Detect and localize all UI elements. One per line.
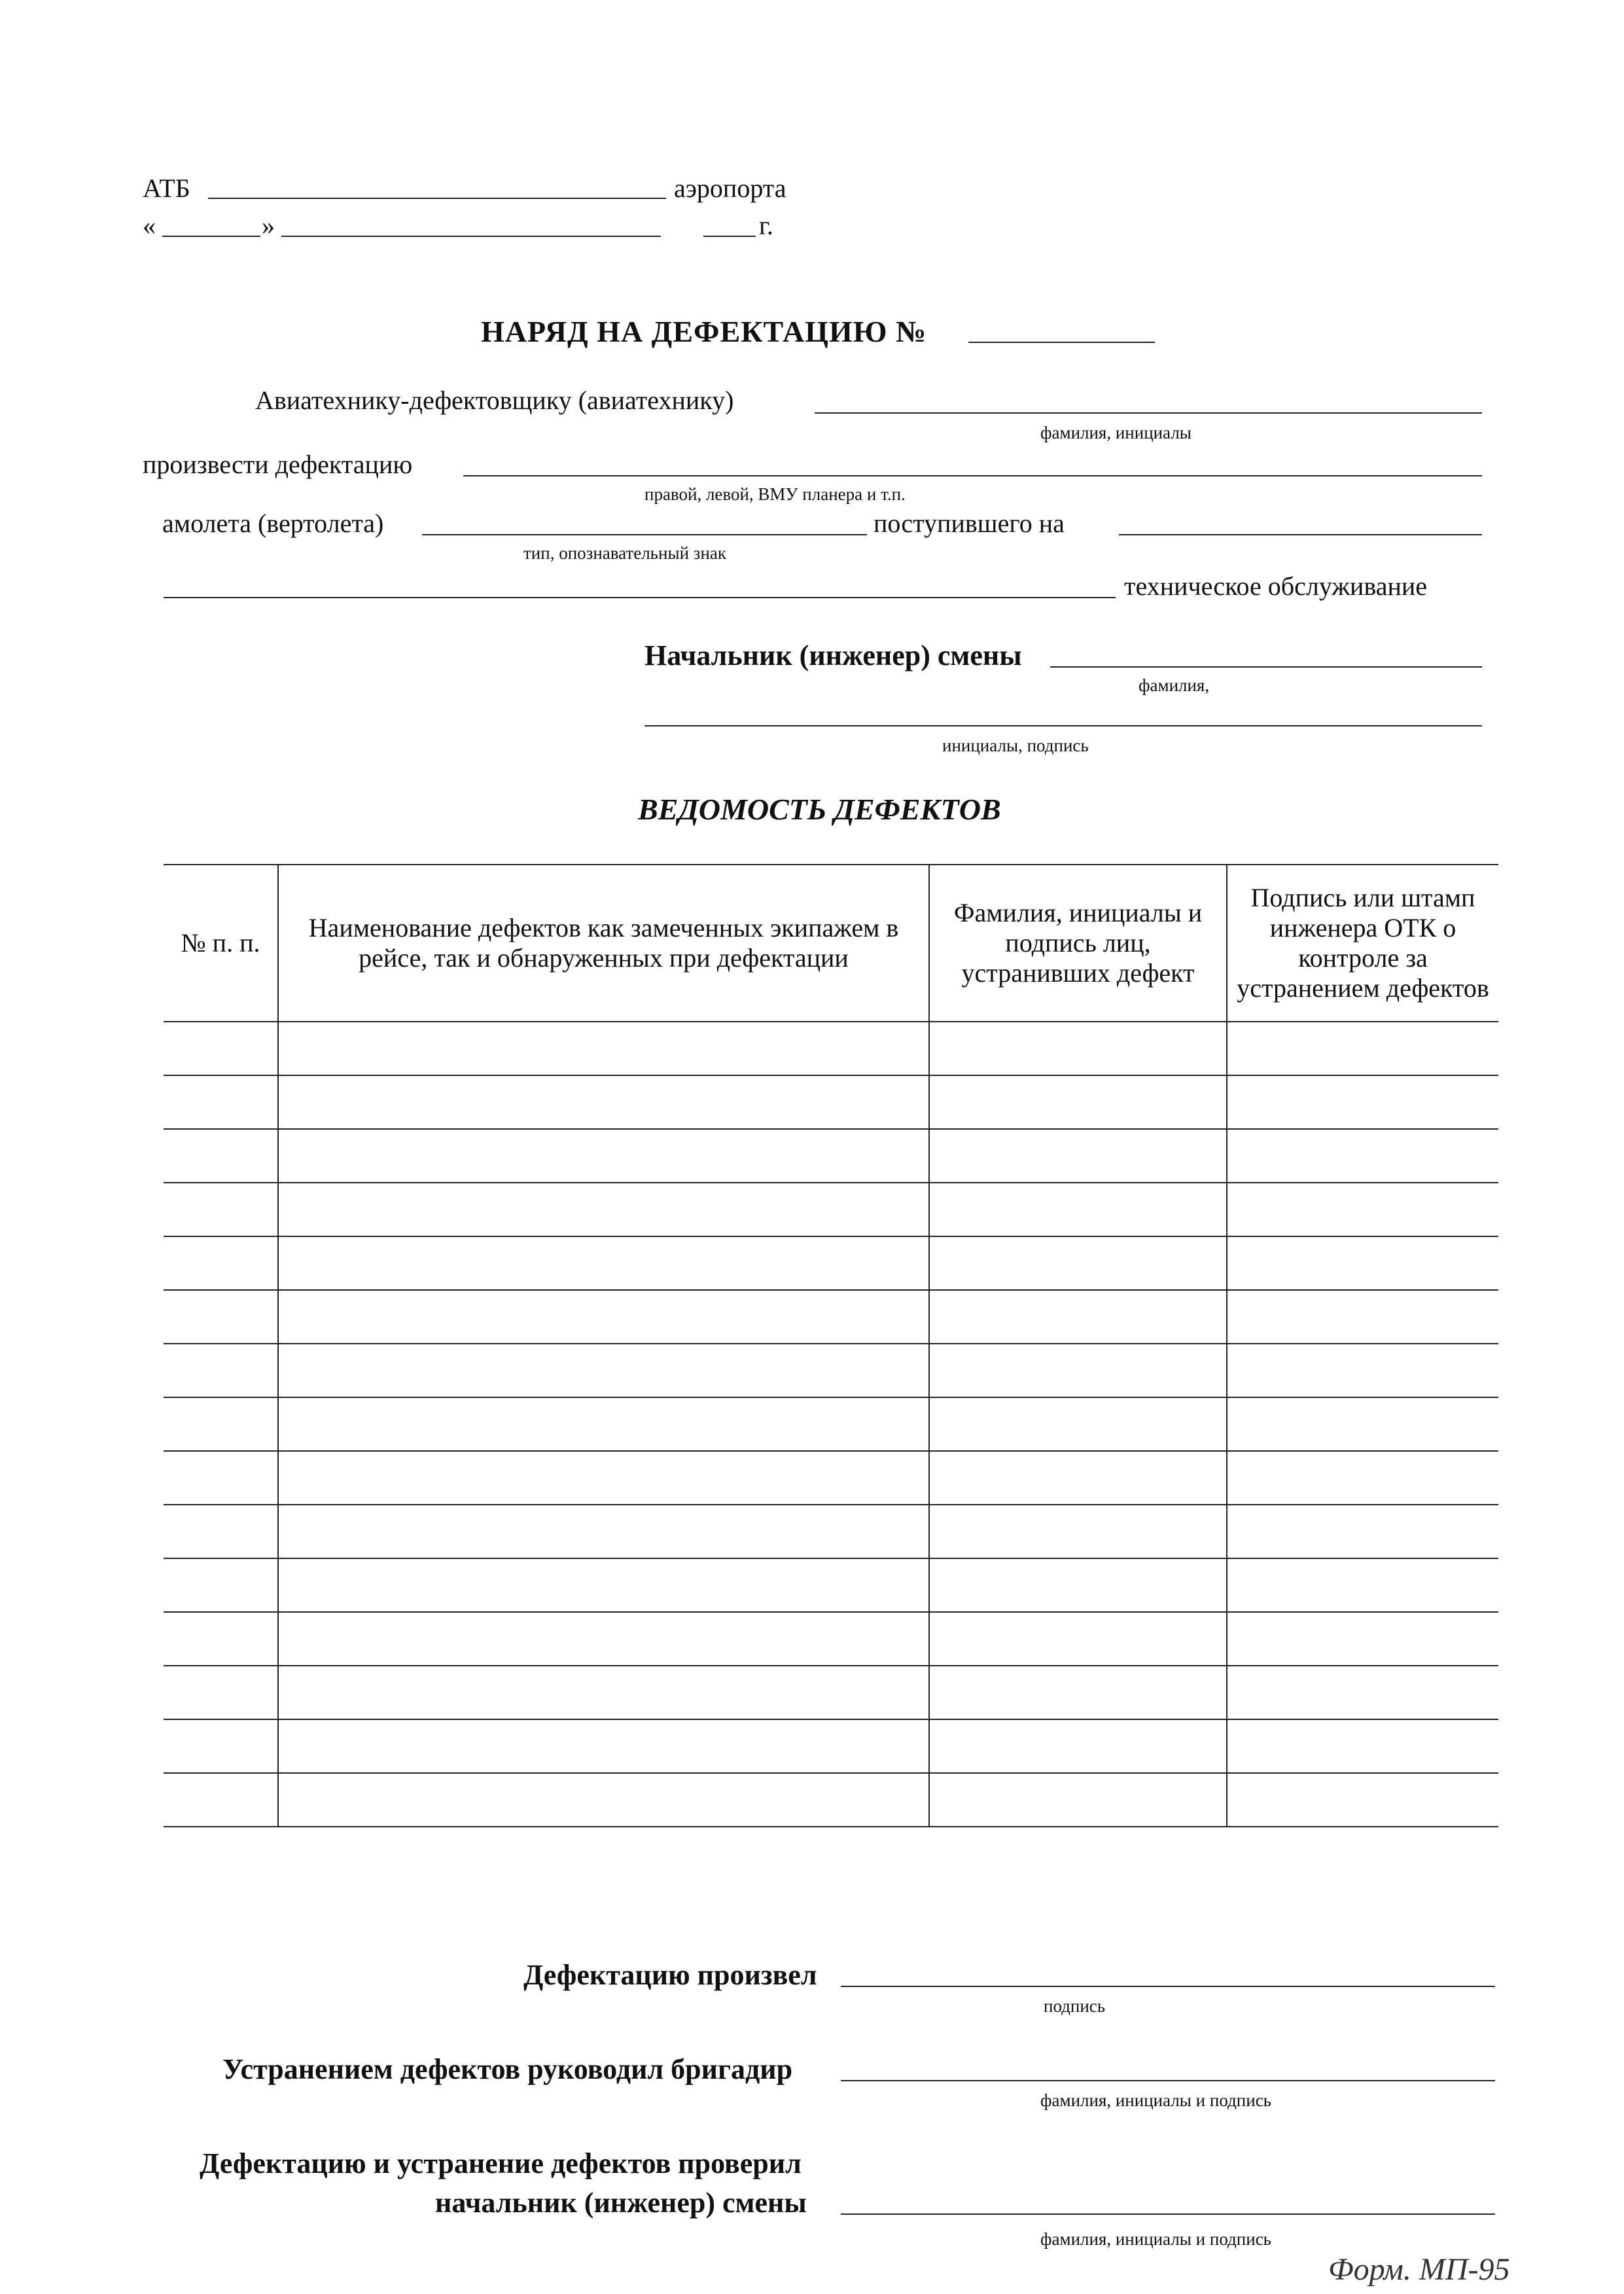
aircraft-field[interactable]	[422, 534, 867, 535]
table-row	[164, 1183, 1498, 1236]
cell-number[interactable]	[164, 1129, 278, 1183]
received-field[interactable]	[1119, 534, 1482, 535]
table-row	[164, 1666, 1498, 1719]
cell-qc-signature[interactable]	[1227, 1666, 1498, 1719]
date-year-field[interactable]	[703, 236, 756, 237]
table-row	[164, 1290, 1498, 1344]
cell-fixed-by[interactable]	[929, 1773, 1227, 1827]
cell-fixed-by[interactable]	[929, 1505, 1227, 1558]
table-row	[164, 1022, 1498, 1075]
cell-defect-name[interactable]	[278, 1612, 929, 1666]
checked-caption: фамилия, инициалы и подпись	[1040, 2229, 1271, 2249]
cell-qc-signature[interactable]	[1227, 1773, 1498, 1827]
cell-fixed-by[interactable]	[929, 1612, 1227, 1666]
cell-number[interactable]	[164, 1719, 278, 1773]
cell-defect-name[interactable]	[278, 1022, 929, 1075]
table-row	[164, 1397, 1498, 1451]
date-month-field[interactable]	[281, 236, 661, 237]
performed-field[interactable]	[841, 1986, 1495, 1987]
shift-chief-caption-2: инициалы, подпись	[942, 736, 1089, 755]
cell-qc-signature[interactable]	[1227, 1022, 1498, 1075]
airport-label: аэропорта	[674, 173, 786, 203]
cell-fixed-by[interactable]	[929, 1719, 1227, 1773]
cell-fixed-by[interactable]	[929, 1290, 1227, 1344]
date-day-field[interactable]	[162, 236, 260, 237]
cell-defect-name[interactable]	[278, 1719, 929, 1773]
performed-caption: подпись	[1044, 1996, 1106, 2016]
cell-qc-signature[interactable]	[1227, 1075, 1498, 1129]
atb-label: АТБ	[143, 173, 190, 203]
cell-defect-name[interactable]	[278, 1773, 929, 1827]
maintenance-field[interactable]	[164, 597, 1116, 598]
cell-qc-signature[interactable]	[1227, 1183, 1498, 1236]
cell-qc-signature[interactable]	[1227, 1505, 1498, 1558]
cell-fixed-by[interactable]	[929, 1022, 1227, 1075]
table-row	[164, 1451, 1498, 1505]
col-header-qc-signature: Подпись или штамп инженера ОТК о контроле за устранением дефектов	[1227, 865, 1498, 1022]
table-row	[164, 1344, 1498, 1397]
foreman-label: Устранением дефектов руководил бригадир	[222, 2053, 793, 2085]
table-row	[164, 1236, 1498, 1290]
checked-label-line1: Дефектацию и устранение дефектов проверил	[200, 2147, 802, 2179]
col-header-defect-name: Наименование дефектов как замеченных экипажем в рейсе, так и обнаруженных при дефектации	[278, 865, 929, 1022]
cell-defect-name[interactable]	[278, 1129, 929, 1183]
perform-label: произвести дефектацию	[143, 450, 413, 479]
cell-qc-signature[interactable]	[1227, 1129, 1498, 1183]
defects-table-header	[164, 865, 1498, 1022]
cell-number[interactable]	[164, 1344, 278, 1397]
atb-field[interactable]	[208, 198, 666, 199]
cell-fixed-by[interactable]	[929, 1558, 1227, 1612]
performed-label: Дефектацию произвел	[523, 1959, 817, 1991]
cell-number[interactable]	[164, 1505, 278, 1558]
cell-number[interactable]	[164, 1773, 278, 1827]
cell-number[interactable]	[164, 1183, 278, 1236]
received-label: поступившего на	[874, 509, 1065, 538]
table-row	[164, 1773, 1498, 1827]
checked-field[interactable]	[841, 2213, 1495, 2215]
cell-qc-signature[interactable]	[1227, 1558, 1498, 1612]
shift-chief-caption-1: фамилия,	[1139, 675, 1210, 695]
cell-qc-signature[interactable]	[1227, 1612, 1498, 1666]
cell-fixed-by[interactable]	[929, 1451, 1227, 1505]
cell-defect-name[interactable]	[278, 1290, 929, 1344]
form-code: Форм. МП-95	[1328, 2252, 1510, 2287]
cell-number[interactable]	[164, 1397, 278, 1451]
cell-fixed-by[interactable]	[929, 1666, 1227, 1719]
date-open-quote: «	[143, 211, 156, 240]
cell-number[interactable]	[164, 1666, 278, 1719]
foreman-field[interactable]	[841, 2080, 1495, 2081]
cell-fixed-by[interactable]	[929, 1397, 1227, 1451]
cell-defect-name[interactable]	[278, 1075, 929, 1129]
cell-defect-name[interactable]	[278, 1666, 929, 1719]
cell-qc-signature[interactable]	[1227, 1397, 1498, 1451]
cell-number[interactable]	[164, 1022, 278, 1075]
cell-fixed-by[interactable]	[929, 1236, 1227, 1290]
cell-defect-name[interactable]	[278, 1451, 929, 1505]
year-suffix: г.	[759, 211, 773, 240]
cell-defect-name[interactable]	[278, 1183, 929, 1236]
cell-fixed-by[interactable]	[929, 1183, 1227, 1236]
date-close-quote: »	[262, 211, 275, 240]
col-header-number: № п. п.	[164, 865, 278, 1022]
table-row	[164, 1075, 1498, 1129]
cell-qc-signature[interactable]	[1227, 1344, 1498, 1397]
cell-defect-name[interactable]	[278, 1344, 929, 1397]
technician-label: Авиатехнику-дефектовщику (авиатехнику)	[255, 385, 734, 415]
page-title: НАРЯД НА ДЕФЕКТАЦИЮ №	[481, 315, 927, 348]
technician-field[interactable]	[815, 412, 1482, 414]
order-number-field[interactable]	[968, 342, 1155, 343]
cell-number[interactable]	[164, 1558, 278, 1612]
cell-fixed-by[interactable]	[929, 1344, 1227, 1397]
table-row	[164, 1612, 1498, 1666]
defects-list-title: ВЕДОМОСТЬ ДЕФЕКТОВ	[638, 793, 1001, 826]
maintenance-label: техническое обслуживание	[1124, 571, 1428, 601]
cell-defect-name[interactable]	[278, 1236, 929, 1290]
shift-chief-label: Начальник (инженер) смены	[644, 639, 1022, 672]
col-header-fixed-by: Фамилия, инициалы и подпись лиц, устранивших дефект	[929, 865, 1227, 1022]
shift-chief-field[interactable]	[1050, 666, 1482, 668]
perform-field[interactable]	[463, 475, 1482, 476]
technician-caption: фамилия, инициалы	[1040, 423, 1192, 442]
cell-number[interactable]	[164, 1451, 278, 1505]
perform-caption: правой, левой, ВМУ планера и т.п.	[644, 484, 906, 504]
aircraft-label: амолета (вертолета)	[162, 509, 384, 538]
cell-qc-signature[interactable]	[1227, 1236, 1498, 1290]
cell-defect-name[interactable]	[278, 1397, 929, 1451]
cell-fixed-by[interactable]	[929, 1129, 1227, 1183]
shift-chief-field-2[interactable]	[644, 725, 1482, 726]
cell-defect-name[interactable]	[278, 1558, 929, 1612]
table-row	[164, 1129, 1498, 1183]
cell-defect-name[interactable]	[278, 1505, 929, 1558]
cell-number[interactable]	[164, 1075, 278, 1129]
defects-table	[164, 864, 1498, 1827]
cell-number[interactable]	[164, 1236, 278, 1290]
table-row	[164, 1558, 1498, 1612]
table-row	[164, 1719, 1498, 1773]
checked-label-line2: начальник (инженер) смены	[435, 2187, 807, 2219]
cell-qc-signature[interactable]	[1227, 1290, 1498, 1344]
cell-qc-signature[interactable]	[1227, 1451, 1498, 1505]
cell-fixed-by[interactable]	[929, 1075, 1227, 1129]
cell-number[interactable]	[164, 1612, 278, 1666]
aircraft-caption: тип, опознавательный знак	[523, 543, 726, 563]
cell-qc-signature[interactable]	[1227, 1719, 1498, 1773]
cell-number[interactable]	[164, 1290, 278, 1344]
table-row	[164, 1505, 1498, 1558]
foreman-caption: фамилия, инициалы и подпись	[1040, 2090, 1271, 2110]
